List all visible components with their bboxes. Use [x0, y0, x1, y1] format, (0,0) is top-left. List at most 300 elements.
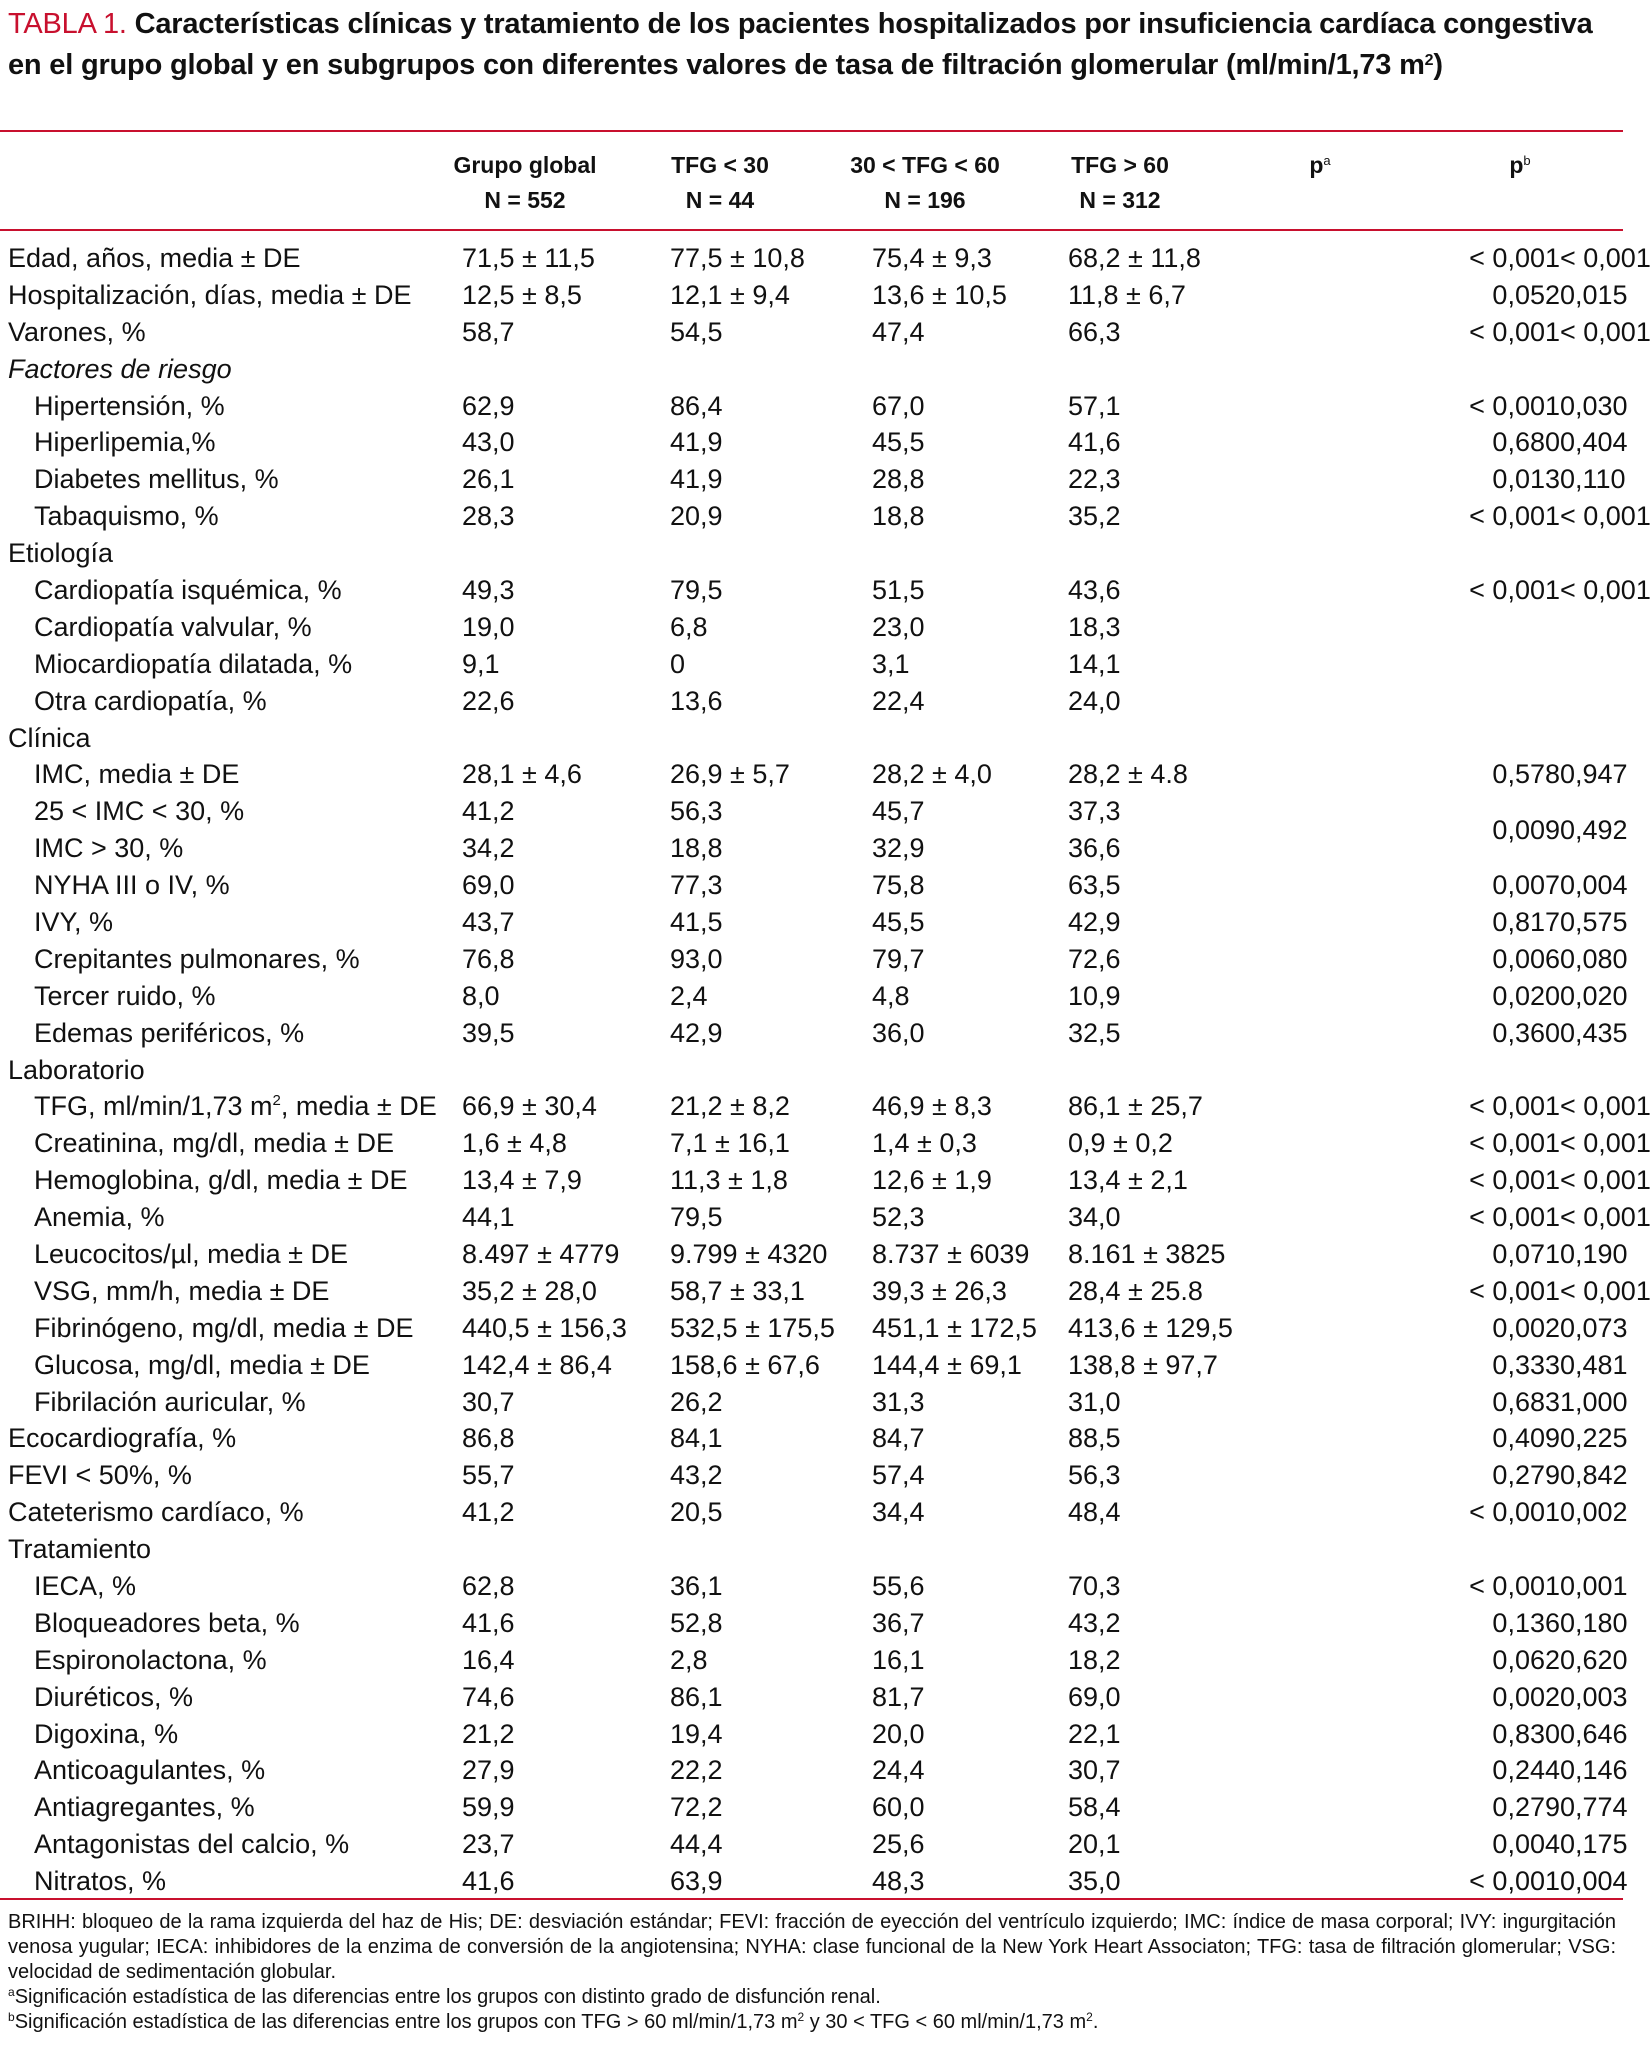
value-cell: 56,3 — [1068, 1460, 1121, 1491]
table-row — [0, 1199, 1623, 1236]
section-row — [0, 535, 1623, 572]
value-cell: 54,5 — [670, 316, 723, 347]
value-cell — [655, 351, 860, 388]
value-cell: 23,0 — [872, 611, 925, 642]
data-table — [0, 240, 1651, 1900]
row-label: IMC, media ± DE — [34, 759, 240, 790]
value-cell: 30,7 — [1068, 1755, 1121, 1786]
value-cell: 22,4 — [872, 685, 925, 716]
value-cell: 44,1 — [462, 1202, 515, 1233]
row-label: Fibrinógeno, mg/dl, media ± DE — [34, 1312, 414, 1343]
value-cell: 2,8 — [670, 1644, 708, 1675]
value-cell: 51,5 — [872, 574, 925, 605]
p-value-a: 0,360 — [1492, 1017, 1560, 1048]
p-value-b: 0,180 — [1560, 1607, 1628, 1638]
header-rule — [0, 229, 1623, 231]
value-cell: 75,8 — [872, 870, 925, 901]
value-cell: 72,2 — [670, 1792, 723, 1823]
value-cell: 43,2 — [670, 1460, 723, 1491]
p-value-b — [1560, 1531, 1623, 1568]
value-cell: 41,9 — [670, 464, 723, 495]
p-value-b: 0,774 — [1560, 1792, 1628, 1823]
table-row — [0, 978, 1623, 1015]
value-cell: 22,2 — [670, 1755, 723, 1786]
value-cell: 52,3 — [872, 1202, 925, 1233]
row-label: TFG, ml/min/1,73 $m^2$, media ± DE — [34, 1091, 437, 1122]
value-cell: 18,2 — [1068, 1644, 1121, 1675]
p-value-b — [1560, 609, 1623, 646]
p-value-b: 0,004 — [1560, 870, 1628, 901]
table-row — [0, 1753, 1623, 1790]
p-value-b: 0,030 — [1560, 390, 1628, 421]
p-value-a: 0,830 — [1492, 1718, 1560, 1749]
value-cell — [440, 1052, 655, 1089]
table-row — [0, 572, 1623, 609]
value-cell: 28,8 — [872, 464, 925, 495]
value-cell: 41,6 — [462, 1607, 515, 1638]
value-cell: 43,7 — [462, 906, 515, 937]
value-cell — [440, 351, 655, 388]
value-cell: 16,1 — [872, 1644, 925, 1675]
value-cell: 42,9 — [670, 1017, 723, 1048]
value-cell: 72,6 — [1068, 943, 1121, 974]
value-cell: 48,4 — [1068, 1497, 1121, 1528]
value-cell: 35,2 ± 28,0 — [462, 1275, 597, 1306]
value-cell: 13,6 — [670, 685, 723, 716]
p-value-a: 0,244 — [1492, 1755, 1560, 1786]
value-cell: 18,3 — [1068, 611, 1121, 642]
value-cell — [440, 535, 655, 572]
table-row — [0, 830, 1623, 867]
p-value-b — [1560, 535, 1623, 572]
row-label: Edemas periféricos, % — [34, 1017, 305, 1048]
p-value-b: 0,492 — [1560, 814, 1628, 845]
value-cell: 31,3 — [872, 1386, 925, 1417]
p-value-b: < 0,001 — [1560, 242, 1651, 273]
section-row — [0, 720, 1623, 757]
value-cell: 59,9 — [462, 1792, 515, 1823]
value-cell — [440, 1531, 655, 1568]
p-value-a — [1386, 1052, 1560, 1089]
value-cell: 57,1 — [1068, 390, 1121, 421]
p-value-a: < 0,001 — [1469, 1128, 1560, 1159]
section-label: Laboratorio — [8, 1054, 145, 1085]
row-label: Hiperlipemia,% — [34, 427, 216, 458]
row-label: 25 < IMC < 30, % — [34, 796, 245, 827]
table-row — [0, 1826, 1623, 1863]
value-cell: 43,6 — [1068, 574, 1121, 605]
value-cell: 35,2 — [1068, 501, 1121, 532]
p-value-a: 0,007 — [1492, 870, 1560, 901]
p-value-a: < 0,001 — [1469, 1571, 1560, 1601]
col-header-tfg-gt60: TFG > 60 N = 312 — [1071, 152, 1169, 213]
value-cell: 2,4 — [670, 980, 708, 1011]
p-value-a: < 0,001 — [1469, 390, 1560, 421]
row-label: Hospitalización, días, media ± DE — [8, 279, 412, 310]
p-value-a: 0,006 — [1492, 943, 1560, 974]
value-cell — [1060, 1052, 1386, 1089]
table-row — [0, 461, 1623, 498]
table-row — [0, 1863, 1623, 1900]
value-cell: 70,3 — [1068, 1571, 1121, 1601]
value-cell: 84,1 — [670, 1423, 723, 1454]
value-cell: 66,9 ± 30,4 — [462, 1091, 597, 1122]
value-cell: 79,7 — [872, 943, 925, 974]
table-row — [0, 1162, 1623, 1199]
p-value-b: 0,175 — [1560, 1829, 1628, 1860]
p-value-a: < 0,001 — [1469, 316, 1560, 347]
row-label: Creatinina, mg/dl, media ± DE — [34, 1128, 394, 1159]
table-row — [0, 1273, 1623, 1310]
table-label: TABLA 1. — [8, 8, 127, 40]
p-value-b: < 0,001 — [1560, 316, 1651, 347]
value-cell: 21,2 ± 8,2 — [670, 1091, 790, 1122]
value-cell: 66,3 — [1068, 316, 1121, 347]
value-cell: 34,0 — [1068, 1202, 1121, 1233]
value-cell: 79,5 — [670, 574, 723, 605]
value-cell: 6,8 — [670, 611, 708, 642]
value-cell: 55,7 — [462, 1460, 515, 1491]
p-value-a: 0,817 — [1492, 906, 1560, 937]
value-cell: 62,9 — [462, 390, 515, 421]
row-label: IVY, % — [34, 906, 114, 937]
value-cell: 20,1 — [1068, 1829, 1121, 1860]
value-cell: 22,1 — [1068, 1718, 1121, 1749]
row-label: Cateterismo cardíaco, % — [8, 1497, 304, 1528]
row-label: Crepitantes pulmonares, % — [34, 943, 360, 974]
p-value-a: < 0,001 — [1469, 501, 1560, 532]
value-cell: 42,9 — [1068, 906, 1121, 937]
value-cell: 1,6 ± 4,8 — [462, 1128, 567, 1159]
table-row — [0, 609, 1623, 646]
value-cell — [655, 535, 860, 572]
value-cell: 86,8 — [462, 1423, 515, 1454]
value-cell: 58,7 ± 33,1 — [670, 1275, 805, 1306]
value-cell: 8.737 ± 6039 — [872, 1238, 1030, 1269]
value-cell: 13,4 ± 7,9 — [462, 1165, 582, 1196]
table-row — [0, 1789, 1623, 1826]
table-body — [0, 240, 1651, 1900]
table-row — [0, 646, 1623, 683]
row-label: NYHA III o IV, % — [34, 870, 230, 901]
p-value-b: 0,435 — [1560, 1017, 1628, 1048]
value-cell: 39,3 ± 26,3 — [872, 1275, 1007, 1306]
p-value-a: < 0,001 — [1469, 1497, 1560, 1528]
value-cell: 19,4 — [670, 1718, 723, 1749]
col-header-tfg-30-60: 30 < TFG < 60 N = 196 — [850, 152, 1000, 213]
p-value-b: 0,947 — [1560, 759, 1628, 790]
value-cell: 36,1 — [670, 1571, 723, 1601]
table-row — [0, 1347, 1623, 1384]
p-value-a: 0,062 — [1492, 1644, 1560, 1675]
value-cell: 41,5 — [670, 906, 723, 937]
p-value-b: 0,003 — [1560, 1681, 1628, 1712]
table-row — [0, 1605, 1623, 1642]
p-value-b — [1560, 683, 1623, 720]
value-cell: 68,2 ± 11,8 — [1068, 242, 1201, 273]
value-cell: 45,7 — [872, 796, 925, 827]
p-value-a: < 0,001 — [1469, 242, 1560, 273]
col-header-global: Grupo global N = 552 — [453, 152, 597, 213]
p-value-a: 0,409 — [1492, 1423, 1560, 1454]
row-label: IECA, % — [34, 1571, 137, 1601]
value-cell: 77,3 — [670, 870, 723, 901]
value-cell: 48,3 — [872, 1866, 925, 1897]
value-cell: 32,9 — [872, 833, 925, 864]
value-cell: 69,0 — [1068, 1681, 1121, 1712]
value-cell — [860, 351, 1060, 388]
value-cell: 32,5 — [1068, 1017, 1121, 1048]
p-value-a: 0,279 — [1492, 1460, 1560, 1491]
table-row — [0, 1384, 1623, 1421]
value-cell — [440, 720, 655, 757]
p-value-a: < 0,001 — [1469, 1202, 1560, 1233]
value-cell: 57,4 — [872, 1460, 925, 1491]
value-cell: 4,8 — [872, 980, 910, 1011]
value-cell: 63,9 — [670, 1866, 723, 1897]
title-superscript: 2 — [1424, 52, 1434, 69]
p-value-b: 0,080 — [1560, 943, 1628, 974]
value-cell: 20,9 — [670, 501, 723, 532]
value-cell: 3,1 — [872, 648, 910, 679]
value-cell: 13,4 ± 2,1 — [1068, 1165, 1188, 1196]
table-row — [0, 1568, 1623, 1605]
value-cell: 75,4 ± 9,3 — [872, 242, 992, 273]
value-cell — [655, 720, 860, 757]
p-value-a: 0,052 — [1492, 279, 1560, 310]
value-cell: 18,8 — [670, 833, 723, 864]
value-cell: 22,6 — [462, 685, 515, 716]
value-cell: 86,1 ± 25,7 — [1068, 1091, 1203, 1122]
row-label: Glucosa, mg/dl, media ± DE — [34, 1349, 370, 1380]
section-label: Tratamiento — [8, 1534, 152, 1565]
table-row — [0, 756, 1623, 793]
table-title — [8, 4, 1608, 86]
footnote-abbreviations: BRIHH: bloqueo de la rama izquierda del haz de His; DE: desviación estándar; FEVI: fracción de eyección del ventrículo izquierdo; IMC: índice de masa corporal; IVY: ingurgitación venosa yugular; IECA: inhibidores de la enzima de conversión de la angiotensina; NYHA: clase funcional de la New York Heart Associaton; TFG: tasa de filtración glomerular; VSG: velocidad de sedimentación globular. — [8, 1911, 1616, 1983]
row-label: Hemoglobina, g/dl, media ± DE — [34, 1165, 408, 1196]
value-cell: 12,1 ± 9,4 — [670, 279, 790, 310]
table-row — [0, 277, 1623, 314]
value-cell: 142,4 ± 86,4 — [462, 1349, 612, 1380]
value-cell: 28,2 ± 4,0 — [872, 759, 992, 790]
p-value-a: < 0,001 — [1469, 1275, 1560, 1306]
row-label: Ecocardiografía, % — [8, 1423, 237, 1454]
value-cell: 451,1 ± 172,5 — [872, 1312, 1037, 1343]
table-row — [0, 941, 1623, 978]
value-cell: 10,9 — [1068, 980, 1121, 1011]
value-cell: 9,1 — [462, 648, 500, 679]
value-cell: 41,6 — [1068, 427, 1121, 458]
p-value-a: 0,002 — [1492, 1312, 1560, 1343]
row-label: Anemia, % — [34, 1202, 165, 1233]
value-cell: 37,3 — [1068, 796, 1121, 827]
p-value-b: < 0,001 — [1560, 1128, 1651, 1159]
value-cell: 0 — [670, 648, 686, 679]
table-row — [0, 388, 1623, 425]
value-cell: 9.799 ± 4320 — [670, 1238, 828, 1269]
value-cell: 13,6 ± 10,5 — [872, 279, 1007, 310]
value-cell: 21,2 — [462, 1718, 515, 1749]
row-label: IMC > 30, % — [34, 833, 184, 864]
value-cell: 28,4 ± 25.8 — [1068, 1275, 1203, 1306]
p-value-a — [1386, 535, 1560, 572]
p-value-a — [1386, 683, 1560, 720]
table-row — [0, 1310, 1623, 1347]
value-cell — [1060, 535, 1386, 572]
table-row — [0, 498, 1623, 535]
value-cell — [655, 1531, 860, 1568]
footnotes — [8, 1910, 1616, 2035]
table-row — [0, 314, 1623, 351]
p-value-a: 0,004 — [1492, 1829, 1560, 1860]
value-cell: 28,2 ± 4.8 — [1068, 759, 1188, 790]
value-cell: 41,2 — [462, 796, 515, 827]
row-label: Hipertensión, % — [34, 390, 225, 421]
value-cell: 56,3 — [670, 796, 723, 827]
p-value-b: < 0,001 — [1560, 1275, 1651, 1306]
p-value-b: < 0,001 — [1560, 501, 1651, 532]
row-label: Otra cardiopatía, % — [34, 685, 267, 716]
p-value-a: 0,013 — [1492, 464, 1560, 495]
value-cell: 0,9 ± 0,2 — [1068, 1128, 1173, 1159]
p-value-a — [1386, 351, 1560, 388]
row-label: Tabaquismo, % — [34, 501, 219, 532]
value-cell: 26,9 ± 5,7 — [670, 759, 790, 790]
footnote-b: $^b$Significación estadística de las diferencias entre los grupos con TFG > 60 ml/min/1,73 $m^2$ y 30 < TFG < 60 ml/min/1,73 $m^2$. — [8, 2010, 1099, 2033]
value-cell: 8.497 ± 4779 — [462, 1238, 620, 1269]
value-cell: 88,5 — [1068, 1423, 1121, 1454]
value-cell: 45,5 — [872, 427, 925, 458]
value-cell — [860, 1531, 1060, 1568]
row-label: Antiagregantes, % — [34, 1792, 255, 1823]
value-cell: 81,7 — [872, 1681, 925, 1712]
value-cell: 12,5 ± 8,5 — [462, 279, 582, 310]
value-cell: 58,7 — [462, 316, 515, 347]
table-row — [0, 1015, 1623, 1052]
section-row — [0, 351, 1623, 388]
section-row — [0, 1531, 1623, 1568]
value-cell: 79,5 — [670, 1202, 723, 1233]
table-row — [0, 424, 1623, 461]
value-cell: 41,2 — [462, 1497, 515, 1528]
table-row — [0, 1421, 1623, 1458]
table-row — [0, 1716, 1623, 1753]
section-label: Factores de riesgo — [8, 353, 232, 384]
p-value-a — [1386, 720, 1560, 757]
value-cell: 49,3 — [462, 574, 515, 605]
p-value-a: 0,279 — [1492, 1792, 1560, 1823]
value-cell: 144,4 ± 69,1 — [872, 1349, 1022, 1380]
row-label: Anticoagulantes, % — [34, 1755, 266, 1786]
p-value-a: < 0,001 — [1469, 1091, 1560, 1122]
value-cell: 20,0 — [872, 1718, 925, 1749]
table-row — [0, 1088, 1623, 1125]
value-cell: 19,0 — [462, 611, 515, 642]
p-value-b: 0,190 — [1560, 1238, 1628, 1269]
value-cell: 86,4 — [670, 390, 723, 421]
table-row — [0, 793, 1623, 830]
p-value-a: 0,071 — [1492, 1238, 1560, 1269]
p-value-b: 0,020 — [1560, 980, 1628, 1011]
value-cell: 138,8 ± 97,7 — [1068, 1349, 1218, 1380]
row-label: Espironolactona, % — [34, 1644, 267, 1675]
p-value-b — [1560, 351, 1623, 388]
p-value-a — [1386, 609, 1560, 646]
col-header-pb: $p^b$ — [1509, 152, 1531, 178]
value-cell: 60,0 — [872, 1792, 925, 1823]
p-value-b: 0,404 — [1560, 427, 1628, 458]
value-cell: 45,5 — [872, 906, 925, 937]
col-header-pa: $p^a$ — [1309, 152, 1331, 178]
value-cell: 22,3 — [1068, 464, 1121, 495]
value-cell: 84,7 — [872, 1423, 925, 1454]
value-cell: 67,0 — [872, 390, 925, 421]
value-cell: 18,8 — [872, 501, 925, 532]
value-cell: 8,0 — [462, 980, 500, 1011]
value-cell: 31,0 — [1068, 1386, 1121, 1417]
p-value-a: 0,002 — [1492, 1681, 1560, 1712]
value-cell: 1,4 ± 0,3 — [872, 1128, 977, 1159]
p-value-b: 0,073 — [1560, 1312, 1628, 1343]
value-cell — [860, 535, 1060, 572]
value-cell: 36,0 — [872, 1017, 925, 1048]
p-value-b: < 0,001 — [1560, 1202, 1651, 1233]
value-cell: 69,0 — [462, 870, 515, 901]
value-cell: 24,0 — [1068, 685, 1121, 716]
value-cell: 11,3 ± 1,8 — [670, 1165, 788, 1196]
table-row — [0, 683, 1623, 720]
footnote-a: $^a$Significación estadística de las diferencias entre los grupos con distinto grado de disfunción renal. — [8, 1985, 881, 2008]
p-value-b: 0,842 — [1560, 1460, 1628, 1491]
row-label: Tercer ruido, % — [34, 980, 216, 1011]
value-cell: 27,9 — [462, 1755, 515, 1786]
table-row — [0, 1494, 1623, 1531]
p-value-b — [1560, 646, 1623, 683]
section-row — [0, 1052, 1623, 1089]
row-label: Varones, % — [8, 316, 146, 347]
value-cell: 30,7 — [462, 1386, 515, 1417]
value-cell: 62,8 — [462, 1571, 515, 1601]
value-cell: 35,0 — [1068, 1866, 1121, 1897]
p-value-b: 0,002 — [1560, 1497, 1628, 1528]
table-row — [0, 1125, 1623, 1162]
row-label: Bloqueadores beta, % — [34, 1607, 300, 1638]
p-value-a: 0,683 — [1492, 1386, 1560, 1417]
value-cell: 28,3 — [462, 501, 515, 532]
table-row — [0, 867, 1623, 904]
value-cell — [1060, 720, 1386, 757]
row-label: Leucocitos/µl, media ± DE — [34, 1238, 349, 1269]
p-value-b: 0,001 — [1560, 1571, 1628, 1601]
value-cell: 36,7 — [872, 1607, 925, 1638]
p-value-b: 0,015 — [1560, 279, 1628, 310]
value-cell: 20,5 — [670, 1497, 723, 1528]
row-label: Cardiopatía isquémica, % — [34, 574, 342, 605]
p-value-b: < 0,001 — [1560, 1091, 1651, 1122]
value-cell: 16,4 — [462, 1644, 515, 1675]
row-label: Fibrilación auricular, % — [34, 1386, 306, 1417]
value-cell: 71,5 ± 11,5 — [462, 242, 595, 273]
value-cell: 532,5 ± 175,5 — [670, 1312, 835, 1343]
table-row — [0, 904, 1623, 941]
p-value-b: 0,225 — [1560, 1423, 1628, 1454]
p-value-b: 0,110 — [1560, 464, 1626, 495]
row-label: Antagonistas del calcio, % — [34, 1829, 350, 1860]
table-row — [0, 1457, 1623, 1494]
table-row — [0, 1236, 1623, 1273]
table-row — [0, 1679, 1623, 1716]
value-cell — [655, 1052, 860, 1089]
